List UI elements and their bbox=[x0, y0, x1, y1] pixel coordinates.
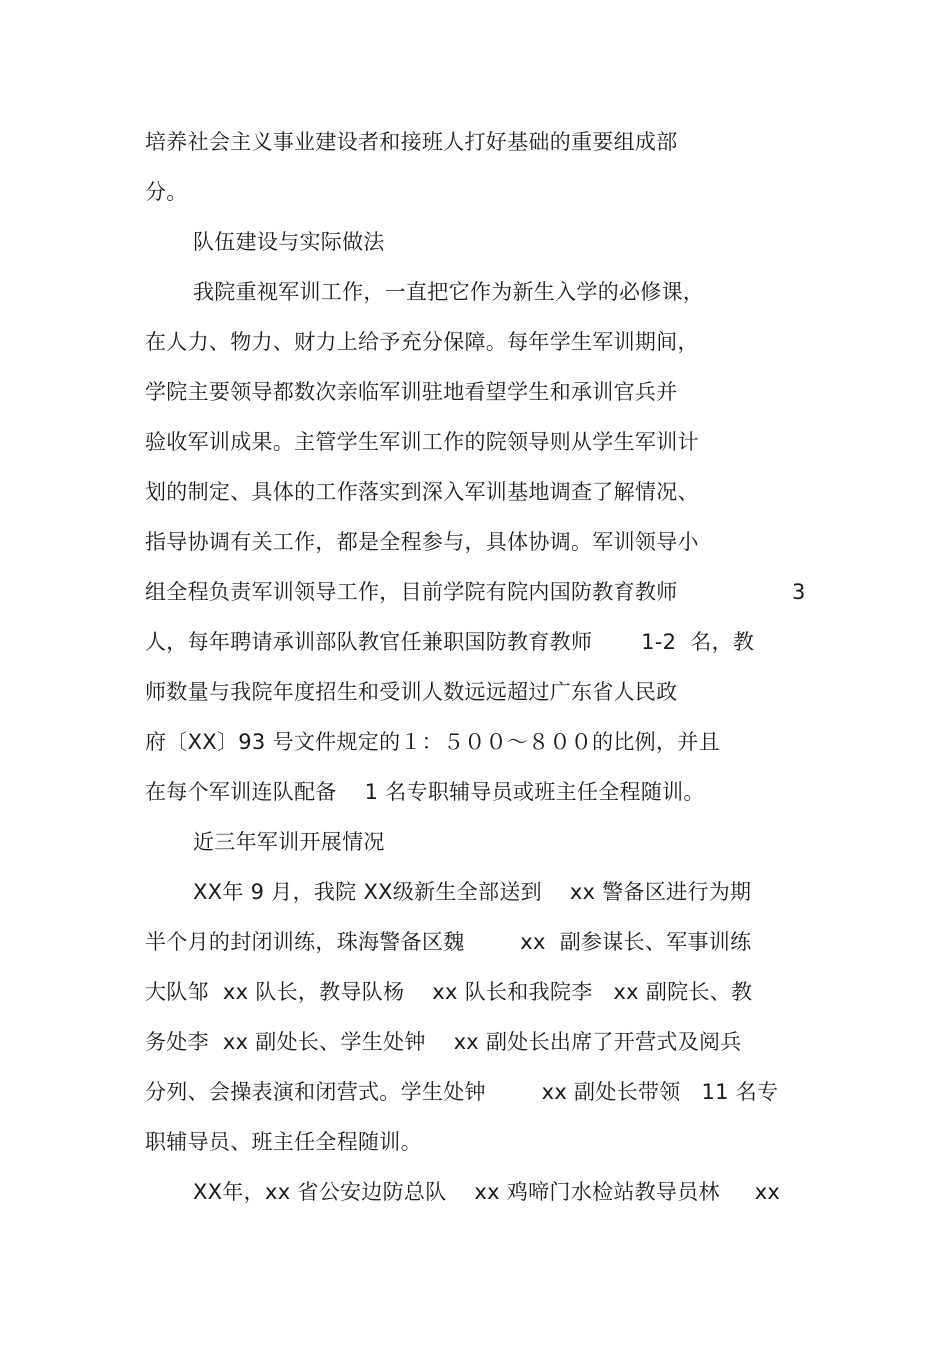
paragraph-line: XX年 9 月，我院 XX级新生全部送到 xx 警备区进行为期 bbox=[193, 880, 752, 904]
paragraph-line: 指导协调有关工作，都是全程参与，具体协调。军训领导小 bbox=[145, 530, 699, 554]
section-heading: 近三年军训开展情况 bbox=[193, 830, 385, 854]
paragraph-line: 分列、会操表演和闭营式。学生处钟 xx 副处长带领 11 名专 bbox=[145, 1080, 779, 1104]
paragraph-line: 务处李 xx 副处长、学生处钟 xx 副处长出席了开营式及阅兵 bbox=[145, 1030, 742, 1054]
section-heading: 队伍建设与实际做法 bbox=[193, 230, 385, 254]
paragraph-line: 培养社会主义事业建设者和接班人打好基础的重要组成部 bbox=[145, 130, 678, 154]
paragraph-line: 人，每年聘请承训部队教官任兼职国防教育教师 1-2 名，教 bbox=[145, 630, 755, 654]
paragraph-line: 组全程负责军训领导工作，目前学院有院内国防教育教师 bbox=[145, 580, 678, 604]
paragraph-line: 在每个军训连队配备 1 名专职辅导员或班主任全程随训。 bbox=[145, 780, 705, 804]
paragraph-line: 在人力、物力、财力上给予充分保障。每年学生军训期间， bbox=[145, 330, 699, 354]
paragraph-line: 验收军训成果。主管学生军训工作的院领导则从学生军训计 bbox=[145, 430, 699, 454]
paragraph-line: 半个月的封闭训练，珠海警备区魏 xx 副参谋长、军事训练 bbox=[145, 930, 752, 954]
paragraph-line-number: 3 bbox=[792, 580, 806, 604]
paragraph-line: 划的制定、具体的工作落实到深入军训基地调查了解情况、 bbox=[145, 480, 699, 504]
paragraph-line: 职辅导员、班主任全程随训。 bbox=[145, 1130, 422, 1154]
paragraph-line: 大队邹 xx 队长，教导队杨 xx 队长和我院李 xx 副院长、教 bbox=[145, 980, 753, 1004]
paragraph-line: 分。 bbox=[145, 180, 188, 204]
paragraph-line: XX年，xx 省公安边防总队 xx 鸡啼门水检站教导员林 xx bbox=[193, 1180, 781, 1204]
paragraph-line: 我院重视军训工作，一直把它作为新生入学的必修课， bbox=[193, 280, 705, 304]
paragraph-line: 府〔XX〕93 号文件规定的１：５００～８００的比例，并且 bbox=[145, 730, 720, 754]
paragraph-line: 师数量与我院年度招生和受训人数远远超过广东省人民政 bbox=[145, 680, 678, 704]
paragraph-line: 学院主要领导都数次亲临军训驻地看望学生和承训官兵并 bbox=[145, 380, 678, 404]
